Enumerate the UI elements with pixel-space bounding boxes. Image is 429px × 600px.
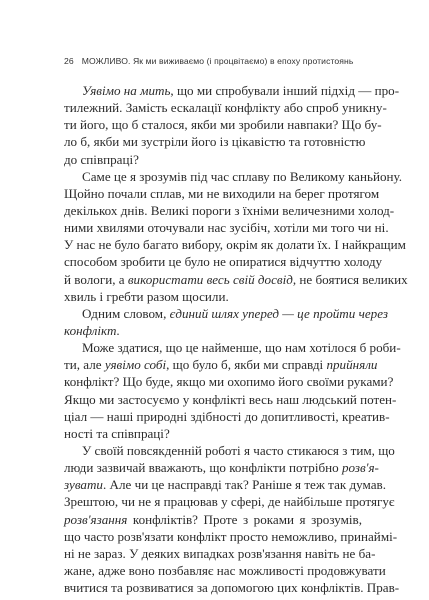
text-segment: ціал — наші природні здібності до допитливості, креатив- (64, 408, 390, 424)
text-segment: ло б, якби ми зустріли його із цікавістю та готовністю (64, 134, 366, 150)
text-segment: У нас не було багато вибору, окрім як долати їх. І найкращим (64, 237, 406, 253)
italic-text: прийняли (326, 357, 378, 373)
text-segment: ності та співпраці? (64, 425, 170, 441)
text-line (64, 288, 362, 305)
text-line (64, 82, 400, 99)
text-line (64, 476, 387, 493)
text-line (64, 168, 403, 185)
text-line (64, 442, 395, 459)
text-line (64, 579, 400, 596)
running-title: МОЖЛИВО. Як ми виживаємо (і процвітаємо) в епоху протистоянь (81, 56, 354, 66)
text-line (64, 562, 386, 579)
text-line (64, 99, 387, 116)
text-segment: ти його, що б сталося, якби ми зробили навпаки? Що бу- (64, 117, 382, 133)
text-line (64, 322, 362, 339)
text-segment: Якщо ми застосуємо у конфлікті весь наш людський потен- (64, 391, 397, 407)
italic-text: уявімо собі (104, 357, 167, 373)
text-line (64, 202, 395, 219)
text-segment: У своїй повсякденній роботі я часто стикаюся з тим, що (82, 442, 395, 458)
text-segment: , що ми спробували інший підхід — про- (170, 83, 400, 98)
text-segment: Може здатися, що це найменше, що нам хотілося б роби- (82, 340, 401, 356)
text-segment: що часто розв'язати конфлікт просто неможливо, принаймі- (64, 528, 398, 544)
text-line (64, 271, 408, 288)
text-line (64, 356, 378, 373)
text-segment: люди зазвичай вважають, що конфлікти потрібно (64, 460, 342, 476)
text-segment: ти, але (64, 357, 105, 373)
text-segment: й вологи, а (64, 271, 128, 287)
body-text (64, 82, 408, 596)
text-line (64, 545, 376, 562)
text-segment: декількох днів. Великі пороги з їхніми величезними холод- (64, 202, 395, 218)
text-segment: Зрештою, чи не я працював у сфері, де найбільше протягує (64, 494, 395, 510)
text-line (64, 528, 398, 545)
text-line (64, 373, 394, 390)
italic-text: розв'я- (341, 460, 379, 476)
text-segment: ні не зараз. У деяких випадках розв'язання навіть не ба- (64, 545, 376, 561)
text-line (64, 236, 406, 253)
text-line (64, 459, 379, 476)
text-segment: Одним словом, (82, 305, 170, 321)
text-line (64, 391, 397, 408)
text-line (64, 253, 383, 270)
text-segment: тилежний. Замість ескалації конфлікту або спроб уникну- (64, 100, 387, 116)
text-line (64, 151, 362, 168)
text-segment: , не боятися великих (292, 271, 408, 287)
text-segment: ними хвилями оточували нас зусібіч, хотіли ми того чи ні. (64, 220, 389, 236)
text-line (64, 305, 388, 322)
text-line (64, 339, 401, 356)
italic-text: Уявімо на мить (82, 83, 171, 98)
text-line (64, 185, 380, 202)
text-segment: , що було б, якби ми справді (166, 357, 327, 373)
text-segment: . (116, 322, 120, 338)
text-line (64, 408, 390, 425)
text-line (64, 219, 389, 236)
page-number: 26 (64, 56, 74, 66)
text-segment: вчитися та розвиватися за допомогою цих конфліктів. Прав- (64, 580, 400, 596)
italic-text: використати весь свій досвід (127, 271, 293, 287)
italic-text: конфлікт (64, 322, 117, 338)
text-line (64, 425, 362, 442)
text-segment: Щойно почали сплав, ми не виходили на берег протягом (64, 185, 380, 201)
text-line (64, 116, 382, 133)
italic-text: зувати (64, 477, 103, 493)
text-line (64, 511, 362, 528)
text-segment: Саме це я зрозумів під час сплаву по Великому каньйону. (82, 168, 403, 184)
text-segment: . Але чи це насправді так? Раніше я теж так думав. (102, 477, 387, 493)
italic-text: розв'язання (64, 511, 128, 527)
text-line (64, 493, 395, 510)
text-segment: жане, адже воно позбавляє нас можливості продовжувати (64, 562, 386, 578)
text-segment: конфлікт? Що буде, якщо ми охопимо його своїми руками? (64, 374, 394, 390)
italic-text: єдиний шлях уперед — це пройти через (169, 305, 388, 321)
text-segment: способом зробити це було не опиратися відчуттю холоду (64, 254, 383, 270)
text-segment: до співпраці? (64, 151, 139, 167)
text-line (64, 133, 366, 150)
text-segment: конфліктів? Проте з роками я зрозумів, (127, 511, 362, 527)
running-header (64, 56, 353, 66)
text-segment: хвиль і гребти разом щосили. (64, 288, 229, 304)
